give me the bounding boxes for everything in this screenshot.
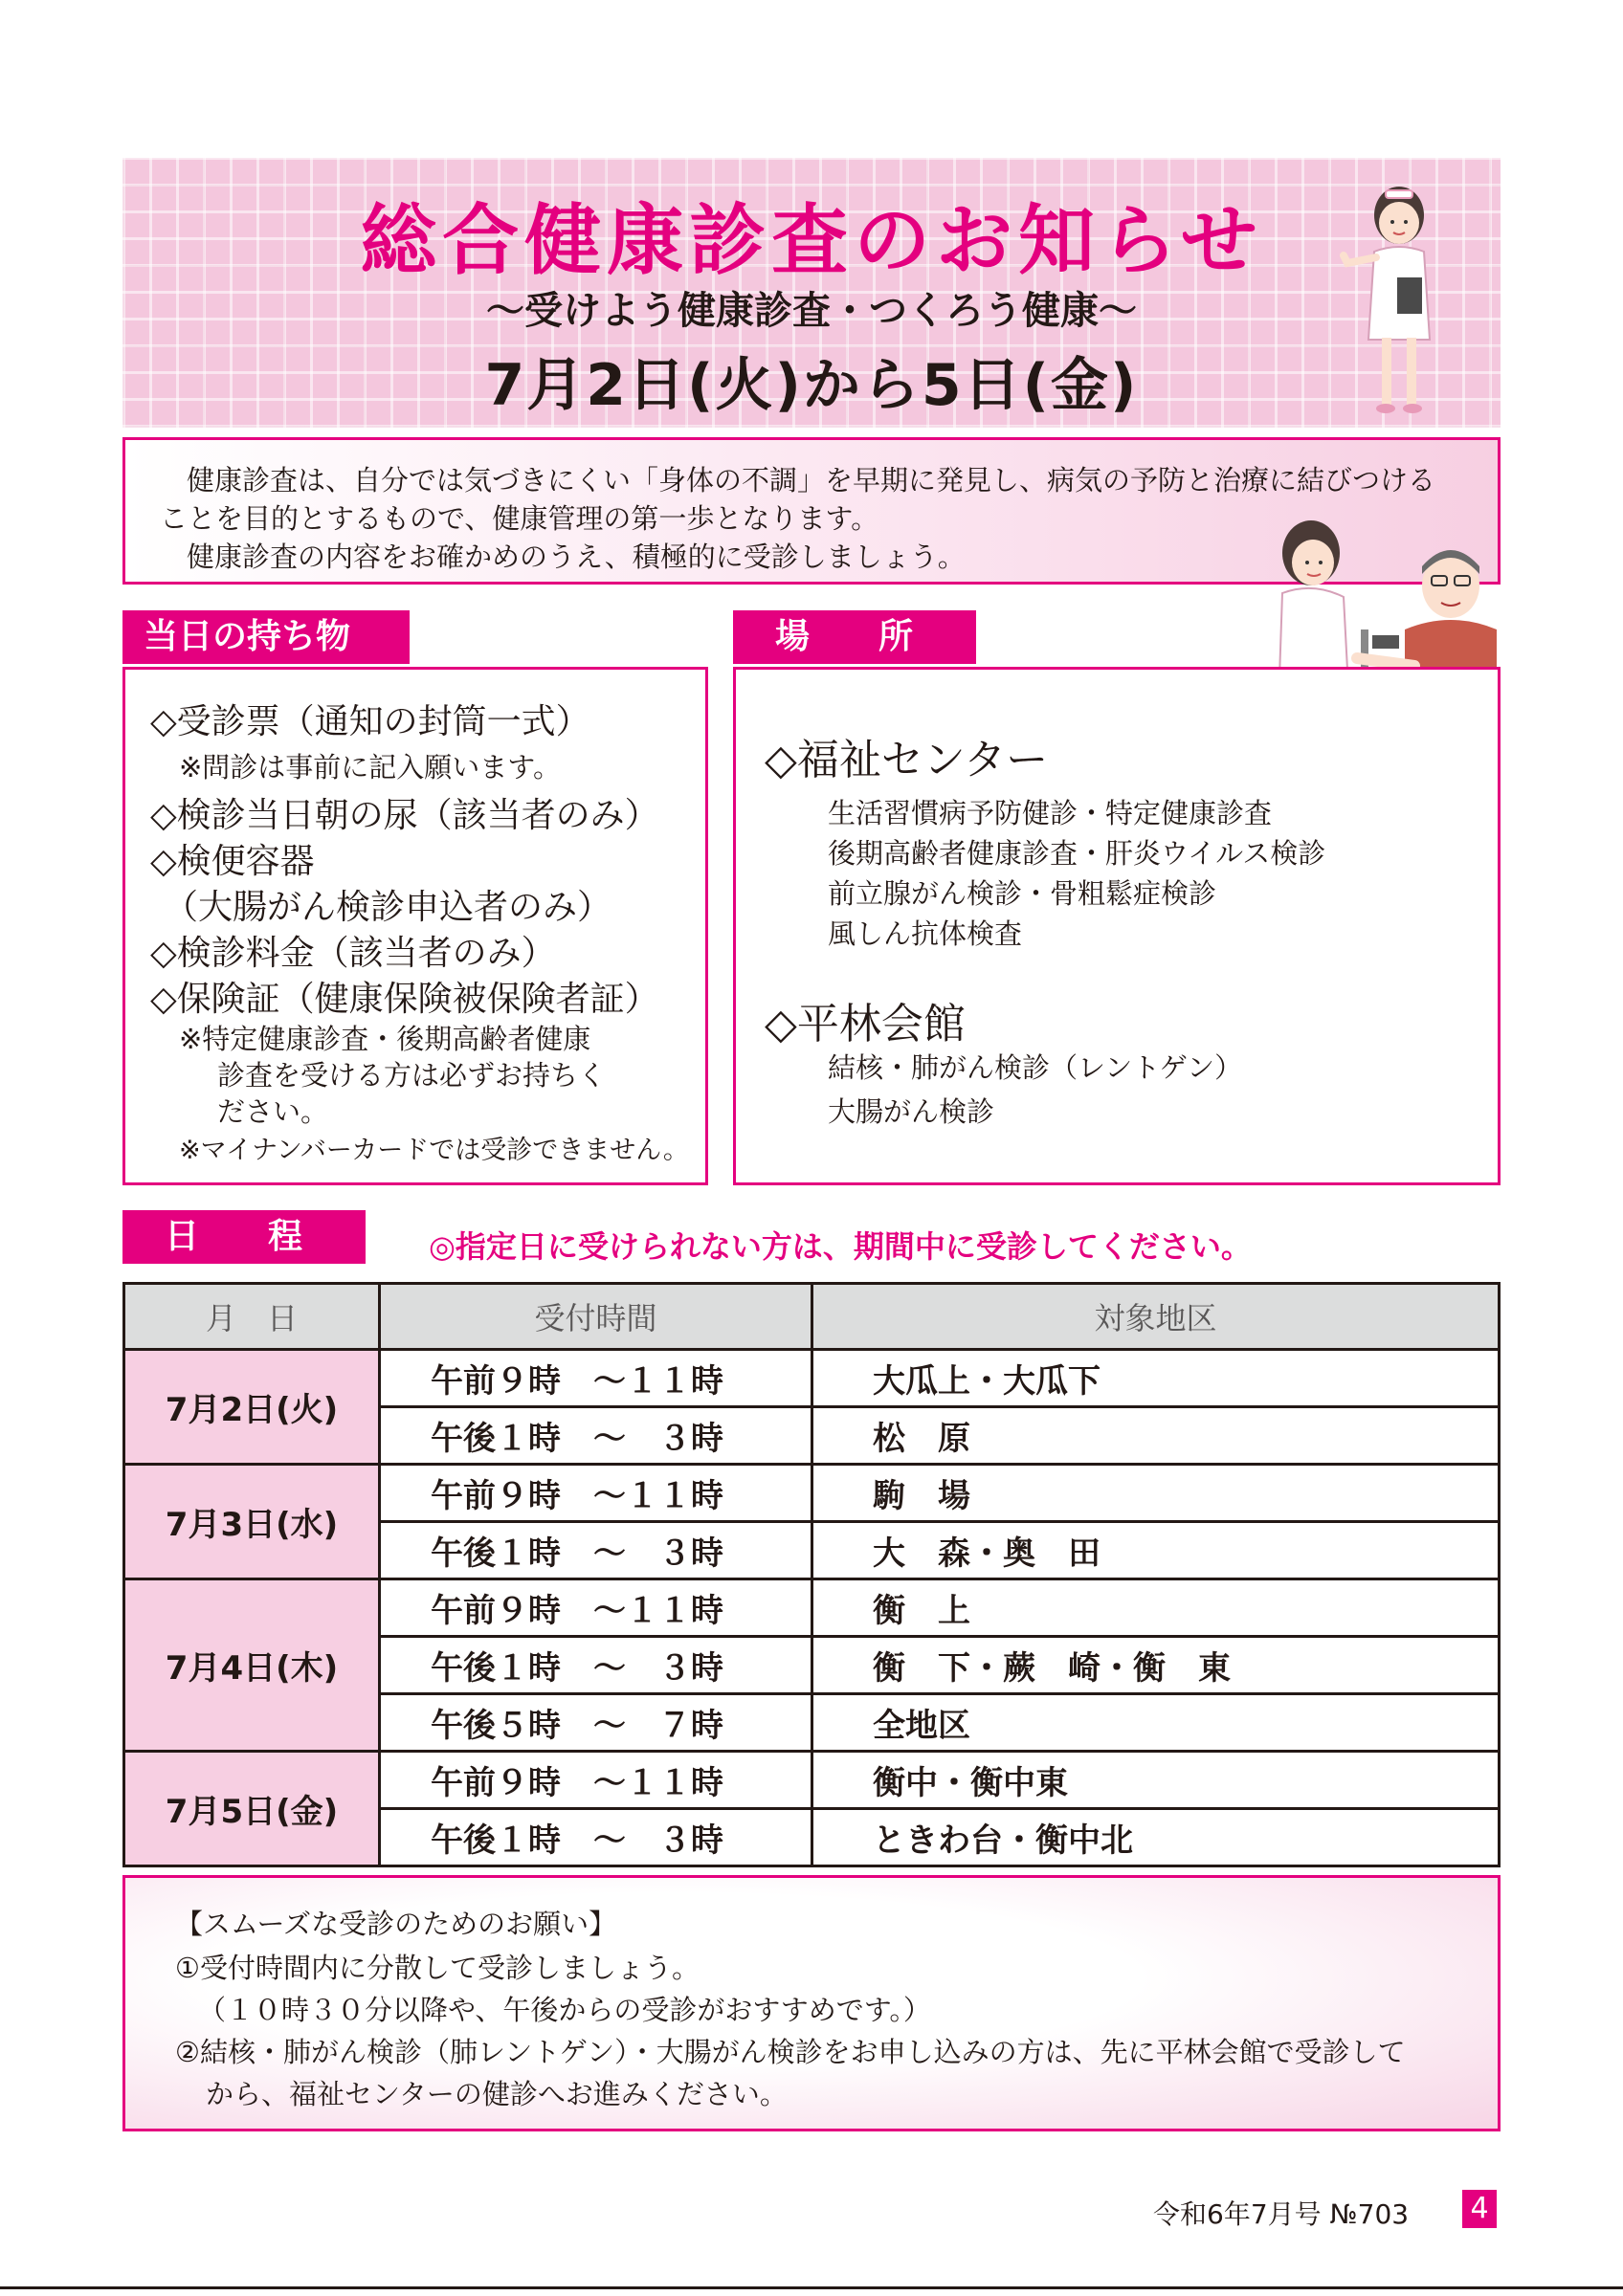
belongings-box — [122, 667, 708, 1185]
belongings-item: ◇受診票（通知の封筒一式） — [150, 702, 590, 741]
area-cell: 駒 場 — [812, 1465, 1500, 1522]
page-subtitle: ～受けよう健康診査・つくろう健康～ — [486, 289, 1137, 333]
belongings-item: （大腸がん検診申込者のみ） — [164, 888, 612, 927]
venue-service: 前立腺がん検診・骨粗鬆症検診 — [828, 877, 1217, 910]
time-cell: 午後１時 ～ ３時 — [380, 1522, 812, 1579]
table-row — [124, 1350, 1500, 1407]
place-heading-text: 場 所 — [775, 617, 914, 656]
time-cell: 午前９時 ～１１時 — [380, 1579, 812, 1637]
time-cell: 午前９時 ～１１時 — [380, 1752, 812, 1809]
area-cell: 全地区 — [812, 1694, 1500, 1752]
notice-line: から、福祉センターの健診へお進みください。 — [206, 2078, 788, 2110]
schedule-note: ◎指定日に受けられない方は、期間中に受診してください。 — [429, 1228, 1252, 1265]
schedule-heading-text: 日 程 — [165, 1217, 303, 1256]
area-cell: 衡 上 — [812, 1579, 1500, 1637]
table-header-row — [124, 1284, 1500, 1350]
time-cell: 午前９時 ～１１時 — [380, 1350, 812, 1407]
time-cell: 午後５時 ～ ７時 — [380, 1694, 812, 1752]
time-cell: 午後１時 ～ ３時 — [380, 1637, 812, 1694]
belongings-note: ※問診は事前に記入願います。 — [179, 751, 561, 784]
column-header-time: 受付時間 — [380, 1284, 812, 1350]
page-title: 総合健康診査のお知らせ — [360, 196, 1263, 285]
area-cell: 衡 下・蕨 崎・衡 東 — [812, 1637, 1500, 1694]
table-row — [124, 1465, 1500, 1522]
intro-line: 健康診査の内容をお確かめのうえ、積極的に受診しましょう。 — [187, 541, 966, 573]
day-cell: 7月4日(木) — [124, 1579, 380, 1752]
venue-service: 後期高齢者健康診査・肝炎ウイルス検診 — [828, 837, 1326, 870]
column-header-area: 対象地区 — [812, 1284, 1500, 1350]
schedule-table — [122, 1282, 1501, 1867]
intro-line: 健康診査は、自分では気づきにくい「身体の不調」を早期に発見し、病気の予防と治療に結びつける — [187, 464, 1436, 497]
belongings-heading — [122, 610, 410, 664]
place-heading — [733, 610, 976, 664]
belongings-item: ◇検便容器 — [150, 842, 315, 881]
issue-label: 令和6年7月号 №703 — [1153, 2198, 1410, 2230]
nurse-illustration — [1340, 177, 1474, 428]
area-cell: 大瓜上・大瓜下 — [812, 1350, 1500, 1407]
venue-hirabayashi-hall: ◇平林会館 — [765, 1000, 966, 1049]
time-cell: 午前９時 ～１１時 — [380, 1465, 812, 1522]
page-number: 4 — [1462, 2190, 1497, 2228]
notice-line: ①受付時間内に分散して受診しましょう。 — [175, 1952, 700, 1984]
intro-line: ことを目的とするもので、健康管理の第一歩となります。 — [160, 502, 879, 535]
time-cell: 午後１時 ～ ３時 — [380, 1809, 812, 1866]
belongings-item: ◇検診料金（該当者のみ） — [150, 934, 556, 973]
notice-title: 【スムーズな受診のためのお願い】 — [175, 1908, 617, 1940]
day-cell: 7月5日(金) — [124, 1752, 380, 1866]
area-cell: 松 原 — [812, 1407, 1500, 1465]
venue-welfare-center: ◇福祉センター — [765, 736, 1049, 784]
belongings-note: 診査を受ける方は必ずお持ちく — [217, 1059, 607, 1092]
table-row — [124, 1579, 1500, 1637]
day-cell: 7月2日(火) — [124, 1350, 380, 1465]
header-banner — [122, 158, 1501, 428]
table-row — [124, 1752, 1500, 1809]
notice-line: （１０時３０分以降や、午後からの受診がおすすめです。） — [198, 1994, 931, 2026]
belongings-note: ※マイナンバーカードでは受診できません。 — [179, 1136, 689, 1165]
bottom-rule — [0, 2286, 1623, 2289]
venue-service: 風しん抗体検査 — [828, 917, 1023, 950]
area-cell: 大 森・奥 田 — [812, 1522, 1500, 1579]
day-cell: 7月3日(水) — [124, 1465, 380, 1579]
notice-line: ②結核・肺がん検診（肺レントゲン）・大腸がん検診をお申し込みの方は、先に平林会館で受診して — [175, 2036, 1406, 2068]
venue-service: 大腸がん検診 — [828, 1095, 995, 1128]
venue-service: 結核・肺がん検診（レントゲン） — [828, 1051, 1243, 1084]
belongings-note: ※特定健康診査・後期高齢者健康 — [179, 1023, 591, 1055]
area-cell: 衡中・衡中東 — [812, 1752, 1500, 1809]
belongings-note: ださい。 — [217, 1095, 329, 1128]
belongings-item: ◇検診当日朝の尿（該当者のみ） — [150, 796, 659, 835]
belongings-item: ◇保険証（健康保険被保険者証） — [150, 980, 659, 1019]
time-cell: 午後１時 ～ ３時 — [380, 1407, 812, 1465]
area-cell: ときわ台・衡中北 — [812, 1809, 1500, 1866]
venue-service: 生活習慣病予防健診・特定健康診査 — [828, 797, 1273, 829]
exam-dates: 7月2日(火)から5日(金) — [484, 352, 1139, 419]
notice-box — [122, 1875, 1501, 2131]
column-header-date: 月 日 — [124, 1284, 380, 1350]
place-box — [733, 667, 1501, 1185]
schedule-heading — [122, 1210, 366, 1264]
belongings-heading-text: 当日の持ち物 — [144, 617, 351, 656]
